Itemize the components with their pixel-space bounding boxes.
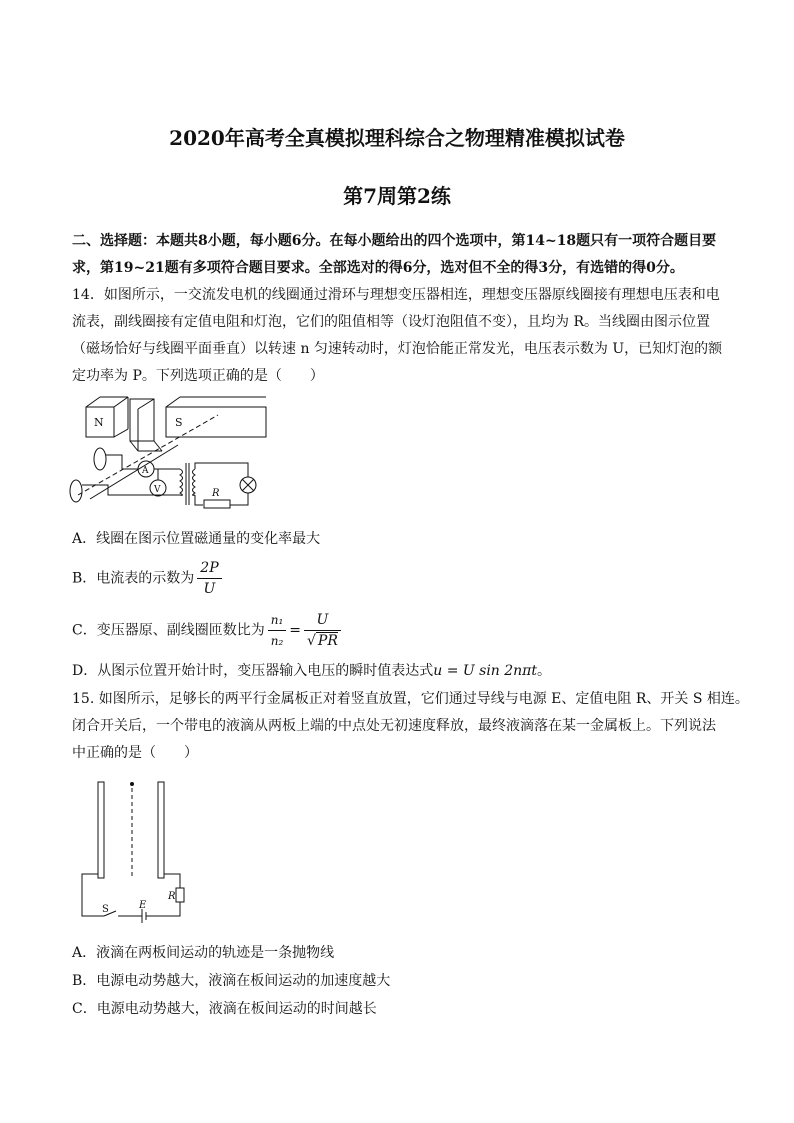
q15-parallel-plates-figure bbox=[76, 778, 196, 923]
resistor-symbol bbox=[204, 500, 230, 508]
q15-option-b: B．电源电动势越大，液滴在板间运动的加速度越大 bbox=[72, 973, 391, 989]
paper-title: 2020年高考全真模拟理科综合之物理精准模拟试卷 bbox=[169, 126, 625, 150]
sqrt-icon: √ bbox=[307, 633, 316, 649]
q14-option-b-fraction bbox=[197, 558, 221, 599]
q15-option-a: A．液滴在两板间运动的轨迹是一条抛物线 bbox=[72, 945, 335, 961]
label-s: S bbox=[175, 416, 183, 429]
q14-option-c bbox=[72, 610, 732, 651]
q15-option-c: C．电源电动势越大，液滴在板间运动的时间越长 bbox=[72, 1001, 377, 1017]
paper-subtitle: 第7周第2练 bbox=[343, 184, 451, 208]
section-instructions-line1: 二、选择题：本题共8小题，每小题6分。在每小题给出的四个选项中，第14~18题只有一项符合题目要 bbox=[72, 233, 717, 249]
resistor-symbol-q15 bbox=[176, 888, 184, 902]
q15-stem-line1: 15. 如图所示，足够长的两平行金属板正对着竖直放置，它们通过导线与电源 E、定值电阻 R、开关 S 相连。 bbox=[72, 691, 749, 707]
q14-option-c-equals: = bbox=[289, 622, 301, 639]
right-plate bbox=[158, 782, 164, 878]
q14-stem-line1: 14．如图所示，一交流发电机的线圈通过滑环与理想变压器相连，理想变压器原线圈接有理想电压表和电 bbox=[72, 287, 720, 303]
q15-stem-line2: 闭合开关后，一个带电的液滴从两板上端的中点处无初速度释放，最终液滴落在某一金属板上。下列说法 bbox=[72, 718, 716, 734]
label-emf: E bbox=[139, 900, 147, 911]
label-switch: S bbox=[102, 904, 109, 915]
label-n: N bbox=[94, 416, 104, 429]
label-resistor: R bbox=[168, 891, 176, 902]
droplet-icon bbox=[130, 782, 134, 786]
label-voltmeter: V bbox=[154, 485, 161, 495]
q14-option-c-n2: n₂ bbox=[270, 634, 284, 648]
q14-option-b-numerator: 2P bbox=[197, 558, 221, 579]
q14-option-b bbox=[72, 558, 732, 599]
q14-option-c-radicand: PR bbox=[317, 633, 338, 649]
q14-stem-line4: 定功率为 P。下列选项正确的是（ ） bbox=[72, 368, 324, 384]
q14-option-d-expression: u = U sin 2nπt bbox=[433, 663, 538, 679]
q14-generator-transformer-figure bbox=[68, 395, 268, 515]
label-r: R bbox=[212, 488, 220, 499]
q14-option-c-ratio bbox=[268, 610, 287, 651]
q14-option-c-numerator: U bbox=[304, 610, 341, 631]
left-plate bbox=[98, 782, 104, 878]
q14-stem-line2: 流表，副线圈接有定值电阻和灯泡，它们的阻值相等（设灯泡阻值不变），且均为 R。当线圈由图示位置 bbox=[72, 314, 710, 330]
label-ammeter: A bbox=[142, 466, 149, 476]
q14-option-c-denominator bbox=[304, 631, 341, 651]
q14-option-c-fraction bbox=[304, 610, 341, 651]
q14-option-a: A．线圈在图示位置磁通量的变化率最大 bbox=[72, 531, 321, 547]
q14-option-c-n1: n₁ bbox=[268, 610, 287, 631]
q14-option-d-text: D．从图示位置开始计时，变压器输入电压的瞬时值表达式 bbox=[72, 663, 434, 679]
section-instructions-line2: 求，第19~21题有多项符合题目要求。全部选对的得6分，选对但不全的得3分，有选错的得0分。 bbox=[72, 260, 684, 276]
q14-option-b-denominator: U bbox=[203, 581, 216, 597]
q14-option-c-text: C．变压器原、副线圈匝数比为 bbox=[72, 622, 265, 639]
q15-stem-line3: 中正确的是（ ） bbox=[72, 745, 198, 761]
q14-option-b-text: B．电流表的示数为 bbox=[72, 570, 195, 587]
q14-option-d bbox=[72, 662, 732, 680]
q14-option-d-end: 。 bbox=[537, 663, 552, 679]
q14-stem-line3: （磁场恰好与线圈平面垂直）以转速 n 匀速转动时，灯泡恰能正常发光，电压表示数为 U，已知灯泡的额 bbox=[72, 341, 723, 357]
